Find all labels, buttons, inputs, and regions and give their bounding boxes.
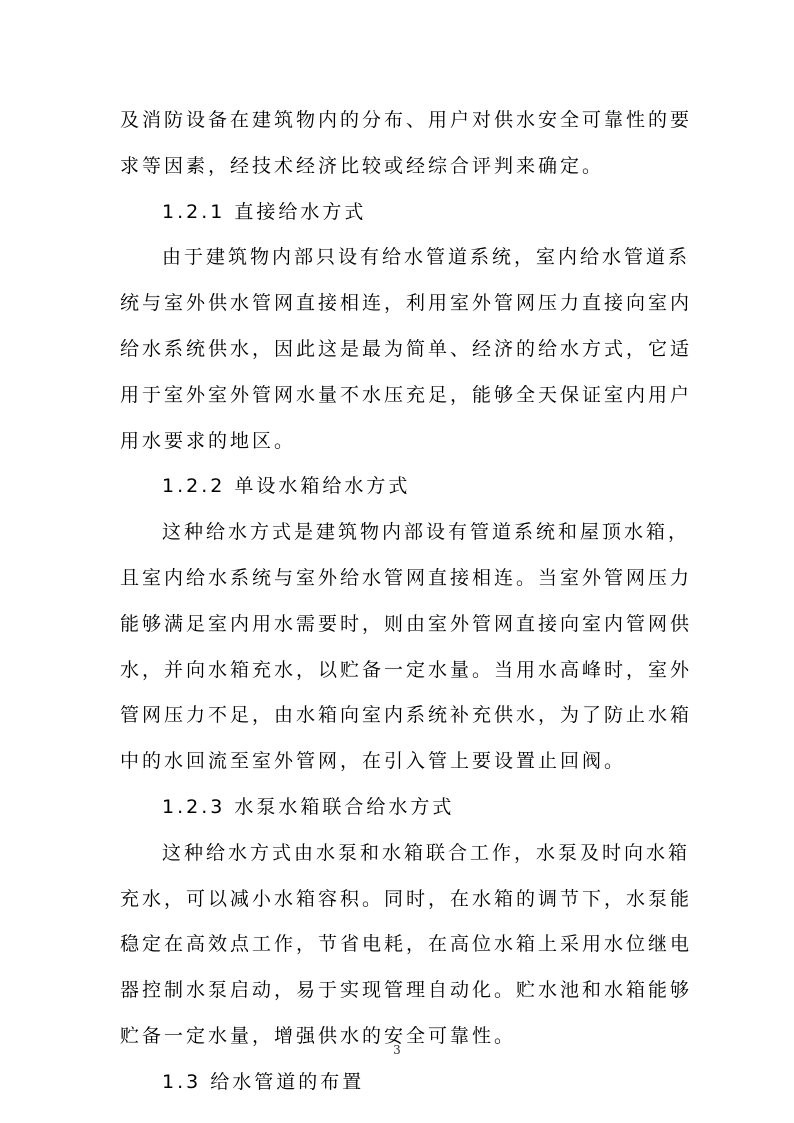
document-body <box>120 98 693 1106</box>
paragraph-first-line: 这种给水方式由水泵和水箱联合工作，水泵及时向水箱 <box>162 841 691 864</box>
section-heading: 1.3 给水管道的布置 <box>162 1070 365 1093</box>
text-line: 中的水回流至室外管网，在引入管上要设置止回阀。 <box>120 750 627 773</box>
text-line: 及消防设备在建筑物内的分布、用户对供水安全可靠性的要 <box>120 109 693 131</box>
section-heading: 1.2.3 水泵水箱联合给水方式 <box>162 795 455 818</box>
text-line: 贮备一定水量，增强供水的安全可靠性。 <box>120 1024 517 1047</box>
text-line: 给水系统供水，因此这是最为简单、经济的给水方式，它适 <box>120 337 693 360</box>
text-line: 统与室外供水管网直接相连，利用室外管网压力直接向室内 <box>120 292 693 315</box>
section-heading: 1.2.1 直接给水方式 <box>162 200 367 223</box>
text-line: 水，并向水箱充水，以贮备一定水量。当用水高峰时，室外 <box>120 658 693 681</box>
text-line: 器控制水泵启动，易于实现管理自动化。贮水池和水箱能够 <box>120 979 693 1002</box>
page-number: 3 <box>393 1043 401 1057</box>
text-line: 且室内给水系统与室外给水管网直接相连。当室外管网压力 <box>120 566 693 589</box>
text-line: 能够满足室内用水需要时，则由室外管网直接向室内管网供 <box>120 612 693 635</box>
text-line: 充水，可以减小水箱容积。同时，在水箱的调节下，水泵能 <box>120 887 693 910</box>
text-line: 求等因素，经技术经济比较或经综合评判来确定。 <box>120 154 605 177</box>
text-line: 用水要求的地区。 <box>120 429 297 452</box>
text-line: 稳定在高效点工作，节省电耗，在高位水箱上采用水位继电 <box>120 933 693 956</box>
text-line: 管网压力不足，由水箱向室内系统补充供水，为了防止水箱 <box>120 704 693 727</box>
text-line: 用于室外室外管网水量不水压充足，能够全天保证室内用户 <box>120 383 693 406</box>
paragraph-first-line: 由于建筑物内部只设有给水管道系统，室内给水管道系 <box>162 246 691 269</box>
section-heading: 1.2.2 单设水箱给水方式 <box>162 475 411 498</box>
paragraph-first-line: 这种给水方式是建筑物内部设有管道系统和屋顶水箱， <box>162 521 691 544</box>
